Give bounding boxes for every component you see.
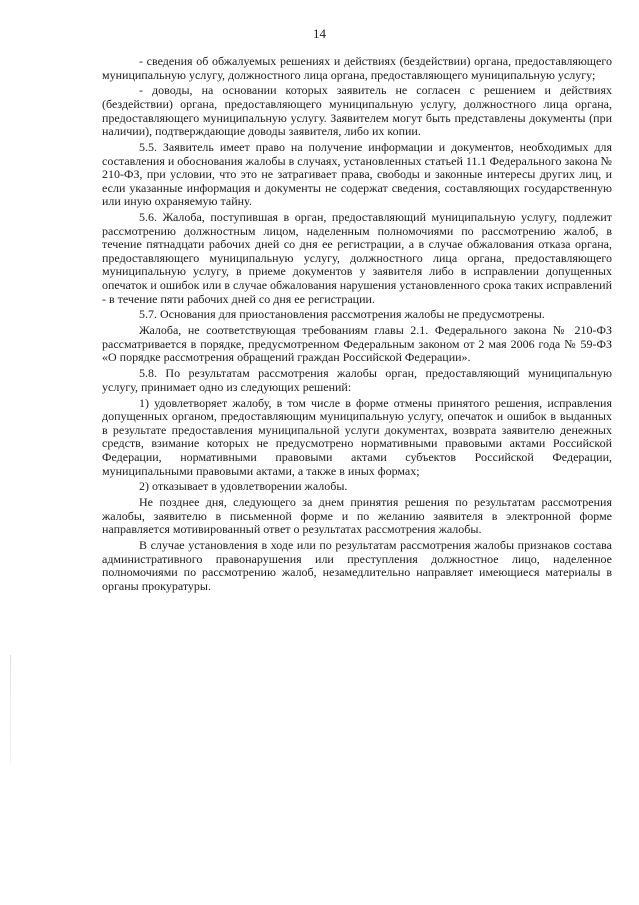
paragraph-appeal-arguments: - доводы, на основании которых заявитель не согласен с решением и действиях (бездействии) органа, предоставляющего муниципальную услугу, должностного лица органа, предоставляющего муниципальную услугу. Заявителем могут быть представлены документы (при наличии), подтверждающие доводы заявителя, либо их копии. xyxy=(102,83,612,139)
paragraph-decision-refuse: 2) отказывает в удовлетворении жалобы. xyxy=(139,479,348,494)
paragraph-decision-satisfy: 1) удовлетворяет жалобу, в том числе в форме отмены принятого решения, исправления допущенных органом, предоставляющим муниципальную услугу, опечаток и ошибок в выданных в результате предоставления муниципальной услуги документах, возврата заявителю денежных средств, взимание которых не предусмотрено нормативными правовыми актами Российской Федерации, нормативными правовыми актами субъектов Российской Федерации, муниципальными правовыми актами, а также в иных формах; xyxy=(102,395,612,478)
paragraph-nonconforming-complaint: Жалоба, не соответствующая требованиям главы 2.1. Федерального закона № 210-ФЗ рассматривается в порядке, предусмотренном Федеральным законом от 2 мая 2006 года № 59-ФЗ «О порядке рассмотрения обращений граждан Российской Федерации». xyxy=(102,323,612,365)
paragraph-appeal-decisions: - сведения об обжалуемых решениях и действиях (бездействии) органа, предоставляющего муниципальную услугу, должностного лица органа, предоставляющего муниципальную услугу; xyxy=(102,54,612,82)
paragraph-response-deadline: Не позднее дня, следующего за днем принятия решения по результатам рассмотрения жалобы, заявителю в письменной форме и по желанию заявителя в электронной форме направляется мотивированный ответ о результатах рассмотрения жалобы. xyxy=(102,495,612,537)
paragraph-5-8: 5.8. По результатам рассмотрения жалобы орган, предоставляющий муниципальную услугу, принимает одно из следующих решений: xyxy=(102,366,612,394)
page-number: 14 xyxy=(313,26,326,41)
paragraph-prosecution-referral: В случае установления в ходе или по результатам рассмотрения жалобы признаков состава административного правонарушения или преступления должностное лицо, наделенное полномочиями по рассмотрению жалоб, незамедлительно направляет имеющиеся материалы в органы прокуратуры. xyxy=(102,538,612,593)
paragraph-5-5: 5.5. Заявитель имеет право на получение информации и документов, необходимых для составления и обоснования жалобы в случаях, установленных статьей 11.1 Федерального закона № 210-ФЗ, при условии, что это не затрагивает права, свободы и законные интересы других лиц, и если указанные информация и документы не содержат сведения, составляющих государственную или иную охраняемую тайну. xyxy=(102,139,612,209)
paragraph-5-6: 5.6. Жалоба, поступившая в орган, предоставляющий муниципальную услугу, подлежит рассмотрению должностным лицом, наделенным полномочиями по рассмотрению жалоб, в течение пятнадцати рабочих дней со дня ее регистрации, а в случае обжалования отказа органа, предоставляющего муниципальную услугу, должностного лица органа, предоставляющего муниципальную услугу, в приеме документов у заявителя либо в исправлении допущенных опечаток и ошибок или в случае обжалования нарушения установленного срока таких исправлений - в течение пяти рабочих дней со дня ее регистрации. xyxy=(102,210,612,306)
document-body xyxy=(102,55,612,596)
paragraph-5-7: 5.7. Основания для приостановления рассмотрения жалобы не предусмотрены. xyxy=(139,307,545,322)
scan-artifact xyxy=(10,655,11,765)
